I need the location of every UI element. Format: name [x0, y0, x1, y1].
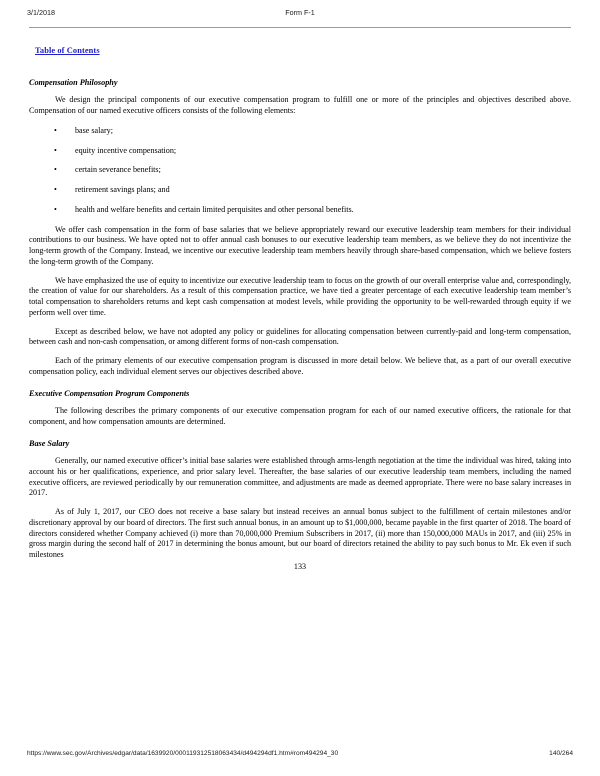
list-item-label: certain severance benefits;	[75, 165, 161, 175]
print-footer	[0, 750, 600, 764]
paragraph-cash-compensation: We offer cash compensation in the form of base salaries that we believe appropriately reward our executive leadership team members for their individual contributions to our business. We have opted not to offer annual cash bonuses to our executive leadership team members, as we believe they do not incentivize the long-term growth of the Company. Instead, we incentive our executive leadership team members heavily through share-based compensation, which we believe fosters the long-term growth of the Company.	[29, 224, 571, 266]
paragraph-primary-elements: Each of the primary elements of our executive compensation program is discussed in more detail below. We believe that, as a part of our overall executive compensation policy, each individual element serves our objectives described above.	[29, 356, 571, 376]
list-item-label: base salary;	[75, 125, 113, 135]
page-count: 140/264	[549, 750, 573, 757]
paragraph-allocation-policy: Except as described below, we have not adopted any policy or guidelines for allocating compensation between currently-paid and long-term compensation, between cash and non-cash compensation, or among different forms of non-cash compensation.	[29, 326, 571, 347]
compensation-elements-list	[29, 126, 571, 216]
header-divider	[29, 27, 571, 28]
list-item-label: retirement savings plans; and	[75, 185, 170, 195]
page-number: 133	[293, 562, 307, 571]
heading-base-salary: Base Salary	[29, 438, 70, 448]
document-content	[29, 40, 571, 561]
heading-program-components: Executive Compensation Program Components	[29, 388, 190, 398]
paragraph-base-salary-general: Generally, our named executive officer’s initial base salaries were established through arms-length negotiation at the time the individual was hired, taking into account his or her qualifications, experience, and prior salary level. Thereafter, the base salaries of our executive leadership team members, including the named executive officers, are reviewed periodically by our remuneration committee, and adjustments are made as deemed appropriate. There were no base salary increases in 2017.	[29, 456, 571, 498]
heading-compensation-philosophy: Compensation Philosophy	[29, 78, 118, 87]
list-item	[29, 126, 571, 137]
list-item-label: equity incentive compensation;	[75, 145, 177, 155]
list-item	[29, 146, 571, 157]
table-of-contents-link[interactable]: Table of Contents	[35, 46, 100, 55]
list-item	[29, 165, 571, 176]
paragraph-ceo-bonus: As of July 1, 2017, our CEO does not receive a base salary but instead receives an annual bonus subject to the fulfillment of certain milestones and/or discretionary approval by our board of directors. The first such annual bonus, in an amount up to $1,000,000, became payable in the first quarter of 2018. The board of directors considered whether Company achieved (i) more than 70,000,000 Premium Subscribers in 2017, (ii) more than 150,000,000 MAUs in 2017, and (iii) 25% in gross margin during the second half of 2017 in determining the bonus amount, but our board of directors retained the ability to pay such bonus to Mr. Ek even if such milestones	[29, 507, 571, 560]
bullet-icon: •	[54, 185, 57, 195]
list-item	[29, 185, 571, 196]
print-header	[0, 8, 600, 22]
bullet-icon: •	[54, 204, 57, 214]
print-date: 3/1/2018	[27, 8, 55, 17]
list-item-label: health and welfare benefits and certain limited perquisites and other personal benefits.	[75, 204, 354, 214]
paragraph-equity-emphasis: We have emphasized the use of equity to incentivize our executive leadership team to focus on the growth of our overall enterprise value and, correspondingly, the creation of value for our shareholders. As a result of this compensation practice, we have tied a greater percentage of each executive leadership team member’s total compensation to shareholders returns and kept cash compensation at modest levels, while providing the opportunity to be well-rewarded through equity if we perform well over time.	[29, 275, 571, 317]
print-document-title: Form F-1	[285, 8, 315, 17]
paragraph-philosophy-intro: We design the principal components of our executive compensation program to fulfill one or more of the principles and objectives described above. Compensation of our named executive officers consists of the following elements:	[29, 95, 571, 116]
bullet-icon: •	[54, 165, 57, 175]
bullet-icon: •	[54, 125, 57, 135]
bullet-icon: •	[54, 145, 57, 155]
source-url: https://www.sec.gov/Archives/edgar/data/1639920/000119312518063434/d494294df1.htm#rom494294_30	[27, 750, 339, 757]
paragraph-program-components-intro: The following describes the primary components of our executive compensation program for each of our named executive officers, the rationale for that component, and how compensation amounts are determined.	[29, 406, 571, 426]
list-item	[29, 205, 571, 216]
